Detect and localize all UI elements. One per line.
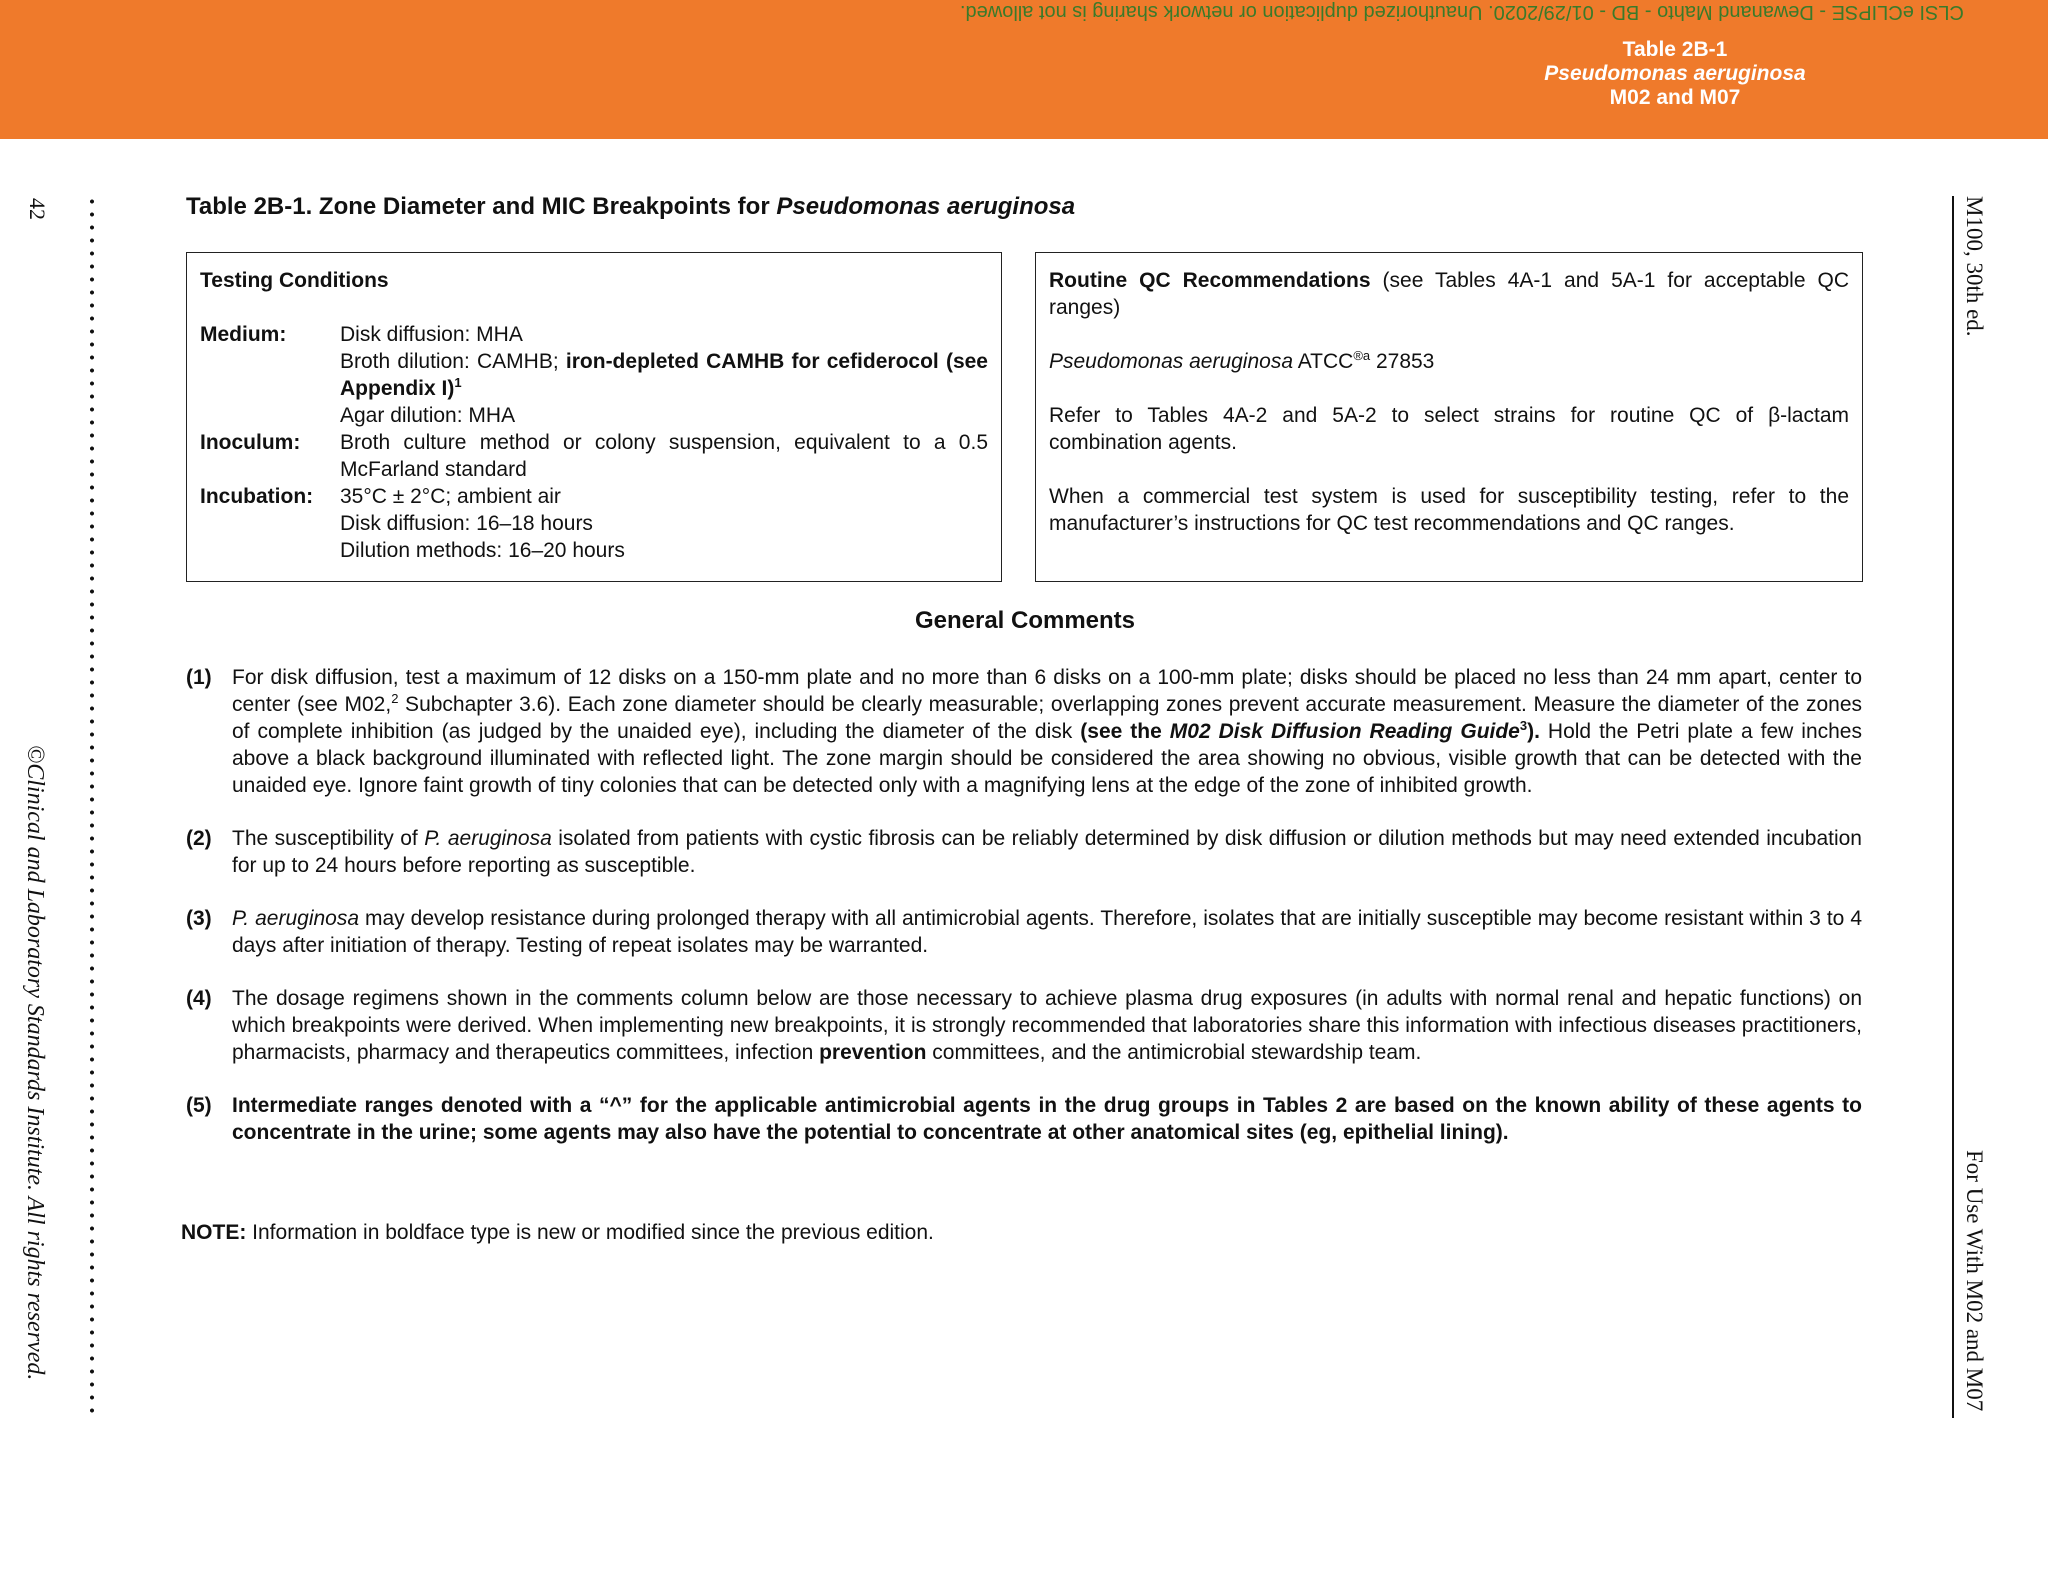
incubation-disk: Disk diffusion: 16–18 hours (340, 512, 593, 535)
edition-label: M100, 30th ed. (1962, 196, 1987, 337)
medium-disk: Disk diffusion: MHA (340, 323, 523, 346)
comment-3 (186, 905, 1862, 959)
header-banner (0, 0, 2048, 139)
dotted-margin-rule (88, 195, 96, 1417)
qc-strain (1049, 348, 1849, 375)
c1-ref-3: 3 (1519, 718, 1528, 733)
title-prefix: Table 2B-1. Zone Diameter and MIC Breakpoints for (186, 193, 777, 220)
comment-number: (2) (186, 827, 212, 850)
medium-broth-text: Broth dilution: CAMHB; (340, 350, 566, 373)
incubation-dilution: Dilution methods: 16–20 hours (340, 539, 625, 562)
c1-bold-a: (see the (1080, 720, 1170, 743)
inoculum-row (200, 429, 988, 483)
c2-text-a: The susceptibility of (232, 827, 425, 850)
c3-text-b: may develop resistance during prolonged therapy with all antimicrobial agents. Therefore, isolates that are initially susceptible may become resistant within 3 to 4 days after initiation of therapy. Testing of repeat isolates may be warranted. (232, 907, 1862, 957)
note (181, 1221, 934, 1245)
comment-4 (186, 985, 1862, 1066)
testing-conditions-box (186, 252, 1002, 582)
tab-organism: Pseudomonas aeruginosa (1544, 62, 1806, 85)
for-use-label: For Use With M02 and M07 (1962, 1150, 1987, 1412)
comment-2 (186, 825, 1862, 879)
medium-footnote-ref: 1 (454, 375, 462, 390)
c4-bold: prevention (819, 1041, 927, 1064)
c2-text-b: isolated from patients with cystic fibrosis can be reliably determined by disk diffusion or dilution methods but may need extended incubation for up to 24 hours before reporting as susceptible. (232, 827, 1862, 877)
qc-strain-sup: ®a (1353, 348, 1371, 363)
inoculum-label: Inoculum: (200, 431, 301, 454)
c4-text-b: committees, and the antimicrobial stewardship team. (926, 1041, 1422, 1064)
qc-recommendations-box (1035, 252, 1863, 582)
incubation-temp: 35°C ± 2°C; ambient air (340, 485, 561, 508)
tab-table-number: Table 2B-1 (1622, 38, 1728, 61)
medium-agar: Agar dilution: MHA (340, 404, 516, 427)
c1-text-a: For disk diffusion, test a maximum of 12 disks on a 150-mm plate and no more than 6 disks on a 100-mm plate; disks should be placed no less than 24 mm apart, center to center (see M02, (232, 666, 1862, 716)
inoculum-value: Broth culture method or colony suspension, equivalent to a 0.5 McFarland standard (340, 431, 988, 481)
incubation-row (200, 483, 988, 564)
copyright-notice: ©Clinical and Laboratory Standards Institute. All rights reserved. (22, 745, 48, 1381)
comment-text (232, 825, 1862, 879)
medium-label: Medium: (200, 323, 287, 346)
c1-reading-guide: M02 Disk Diffusion Reading Guide (1169, 720, 1520, 743)
watermark-text: CLSI eCLIPSE - Dewanand Mahto - BD - 01/29/2020. Unauthorized duplication or network sharing is not allowed. (960, 1, 1964, 23)
qc-strain-atcc: ATCC (1293, 350, 1354, 373)
table-tab-label (1500, 38, 1850, 110)
general-comments-list (186, 664, 1862, 1172)
comment-number: (3) (186, 907, 212, 930)
comment-number: (5) (186, 1094, 212, 1117)
page-title (186, 193, 1075, 221)
qc-strain-number: 27853 (1370, 350, 1435, 373)
c3-organism: P. aeruginosa (232, 907, 360, 930)
c1-text-b: Subchapter 3.6). Each zone diameter should be clearly measurable; overlapping zones prevent accurate measurement. Measure the diameter of the zones of complete inhibition (as judged by the unaided eye), including the diameter of the disk (232, 693, 1862, 743)
page-number: 42 (25, 198, 50, 220)
comment-text (232, 664, 1862, 799)
comment-text (232, 985, 1862, 1066)
c4-text-a: The dosage regimens shown in the comments column below are those necessary to achieve plasma drug exposures (in adults with normal renal and hepatic functions) on which breakpoints were derived. When implementing new breakpoints, it is strongly recommended that laboratories share this information with infectious diseases practitioners, pharmacists, pharmacy and therapeutics committees, infection (232, 987, 1862, 1064)
c1-ref-2: 2 (391, 691, 399, 706)
qc-heading: Routine QC Recommendations (1049, 269, 1371, 292)
medium-broth (340, 348, 988, 402)
qc-heading-paragraph (1049, 267, 1849, 321)
qc-strain-name: Pseudomonas aeruginosa (1049, 350, 1294, 373)
qc-combination-note: Refer to Tables 4A-2 and 5A-2 to select strains for routine QC of β-lactam combination agents. (1049, 404, 1849, 454)
note-text: Information in boldface type is new or modified since the previous edition. (246, 1221, 934, 1244)
medium-broth-bold: iron-depleted CAMHB for cefiderocol (see Appendix I) (340, 350, 988, 400)
incubation-label: Incubation: (200, 485, 314, 508)
comment-number: (1) (186, 666, 212, 689)
comment-5 (186, 1092, 1862, 1146)
tab-methods: M02 and M07 (1609, 86, 1741, 109)
c1-text-c: Hold the Petri plate a few inches above a black background illuminated with reflected light. The zone margin should be considered the area showing no obvious, visible growth that can be detected with the unaided eye. Ignore faint growth of tiny colonies that can be detected only with a magnifying lens at the edge of the zone of inhibited growth. (232, 720, 1862, 797)
title-organism: Pseudomonas aeruginosa (776, 193, 1076, 220)
qc-heading-rest: (see Tables 4A-1 and 5A-1 for acceptable QC ranges) (1049, 269, 1850, 319)
medium-row (200, 321, 988, 429)
qc-commercial-note: When a commercial test system is used for susceptibility testing, refer to the manufacturer’s instructions for QC test recommendations and QC ranges. (1049, 485, 1849, 535)
comment-number: (4) (186, 987, 212, 1010)
testing-conditions-heading: Testing Conditions (200, 269, 389, 292)
right-margin-rule (1952, 196, 1954, 1418)
general-comments-heading: General Comments (914, 607, 1136, 634)
comment-text (232, 905, 1862, 959)
note-label: NOTE: (181, 1221, 247, 1244)
comment-text: Intermediate ranges denoted with a “^” for the applicable antimicrobial agents in the drug groups in Tables 2 are based on the known ability of these agents to concentrate in the urine; some agents may also have the potential to concentrate at other anatomical sites (eg, epithelial lining). (232, 1094, 1862, 1144)
c1-bold-b: ). (1527, 720, 1540, 743)
c2-organism: P. aeruginosa (424, 827, 552, 850)
comment-1 (186, 664, 1862, 799)
